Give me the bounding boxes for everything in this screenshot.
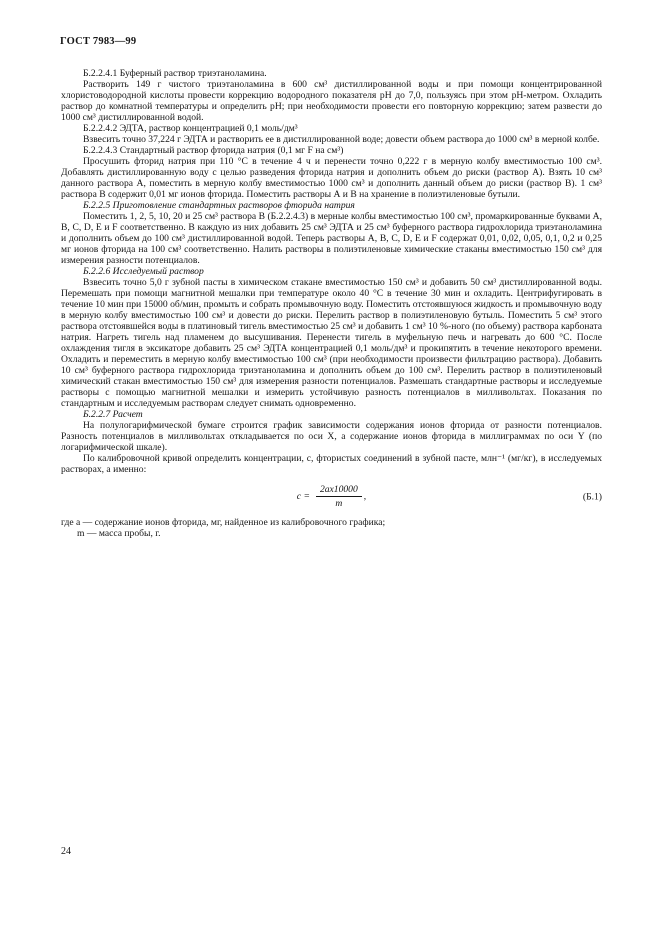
paragraph: По калибровочной кривой определить концентрации, c, фтористых соединений в зубной пасте, млн⁻¹ (мг/кг), в исследуемых растворах, а именно: (61, 453, 602, 475)
section-heading: Б.2.2.5 Приготовление стандартных растворов фторида натрия (83, 200, 355, 211)
where-clause-a: где a — содержание ионов фторида, мг, найденное из калибровочного графика; (61, 517, 386, 528)
paragraph: Взвесить точно 5,0 г зубной пасты в химическом стакане вместимостью 150 см³ и добавить 50 см³ дистиллированной воды. Перемешать при помощи магнитной мешалки при температуре около 40 °С в течение 30 мин и охладить. Центрифугировать в течение 10 мин при 15000 об/мин, промыть и собрать промывочную воду. Поместить отстоявшуюся жидкость и промывочную воду в мерную колбу вместимостью 100 см³ и довести до риски. Перелить раствор в полиэтиленовую бутыль. Поместить 5 см³ этого раствора отстоявшейся воды в платиновый тигель вместимостью 25 см³ и добавить 1 см³ 10 %-ного (по объему) раствора карбоната натрия. Нагреть тигель над пламенем до высушивания. Перенести тигель в муфельную печь и нагревать до 600 °С. После охлаждения тигля в эксикаторе добавить 25 см³ ЭДТА концентрацией 0,1 моль/дм³ и прокипятить в течение некоторого времени. Охладить и переместить в мерную колбу вместимостью 100 см³ (при необходимости произвести фильтрацию раствора). Добавить 10 см³ буферного раствора гидрохлорида триэтаноламина и дополнить объем до 100 см³. Перелить раствор в полиэтиленовый химический стакан вместимостью 150 см³ для измерения разности потенциалов. Размешать стандартные растворы и исследуемые растворы с помощью магнитной мешалки и измерить устойчивую разность потенциалов в милливольтах. Показания по стандартным и исследуемым растворам следует снимать одновременно. (61, 277, 602, 409)
where-clause-m: m — масса пробы, г. (77, 528, 161, 539)
section-heading: Б.2.2.4.2 ЭДТА, раствор концентрацией 0,1 моль/дм³ (83, 123, 298, 134)
section-heading: Б.2.2.4.3 Стандартный раствор фторида натрия (0,1 мг F на см³) (83, 145, 344, 156)
formula-row (61, 484, 602, 510)
formula (297, 484, 366, 509)
equation-number: (Б.1) (582, 491, 602, 503)
formula-comma: , (363, 491, 367, 502)
section-heading: Б.2.2.4.1 Буферный раствор триэтаноламина. (83, 68, 267, 79)
fraction-denominator: m (335, 498, 343, 509)
paragraph: Растворить 149 г чистого триэтаноламина в 600 см³ дистиллированной воды и при помощи концентрированной хлористоводородной кислоты провести коррекцию водородного показателя рН до 7,0, пользуясь при этом рН-метром. Охладить раствор до комнатной температуры и определить рН; при необходимости провести его повторную коррекцию; затем развести до 1000 см³ дистиллированной водой. (61, 79, 602, 123)
text-block (61, 68, 602, 539)
section-heading: Б.2.2.6 Исследуемый раствор (83, 266, 204, 277)
paragraph: Взвесить точно 37,224 г ЭДТА и растворить ее в дистиллированной воде; довести объем раствора до 1000 см³ в мерной колбе. (83, 134, 600, 145)
section-heading: Б.2.2.7 Расчет (83, 409, 143, 420)
page-number: 24 (61, 846, 71, 857)
doc-header: ГОСТ 7983—99 (60, 36, 137, 47)
paragraph: Поместить 1, 2, 5, 10, 20 и 25 см³ раствора В (Б.2.2.4.3) в мерные колбы вместимостью 100 см³, промаркированные буквами А, В, С, D, Е и F соответственно. В каждую из них добавить 25 см³ ЭДТА и 25 см³ буферного раствора гидрохлорида триэтаноламина и дополнить объем до 100 см³ дистиллированной водой. Теперь растворы А, В, С, D, Е и F содержат 0,01, 0,02, 0,05, 0,1, 0,2 и 0,25 мг ионов фторида на 100 см³ соответственно. Налить растворы в полиэтиленовые химические стаканы вместимостью 150 см³ для измерения разности потенциалов. (61, 211, 602, 266)
paragraph: На полулогарифмической бумаге строится график зависимости содержания ионов фторида от разности потенциалов. Разность потенциалов в милливольтах откладывается по оси X, а содержание ионов фторида в миллиграммах по оси Y (по логарифмической шкале). (61, 420, 602, 453)
formula-fraction (316, 484, 362, 509)
paragraph: Просушить фторид натрия при 110 °С в течение 4 ч и перенести точно 0,222 г в мерную колбу вместимостью 100 см³. Добавлять дистиллированную воду с целью разведения фторида натрия и дополнить объем до риски (раствор А). Взять 10 см³ данного раствора А, поместить в мерную колбу вместимостью 1000 см³ и дополнить данный объем до риски (раствор В). 1 см³ раствора В содержит 0,01 мг ионов фторида. Поместить растворы А и В на хранение в полиэтиленовые бутыли. (61, 156, 602, 200)
fraction-numerator: 2ax10000 (316, 484, 362, 497)
formula-lhs: c = (296, 491, 310, 502)
